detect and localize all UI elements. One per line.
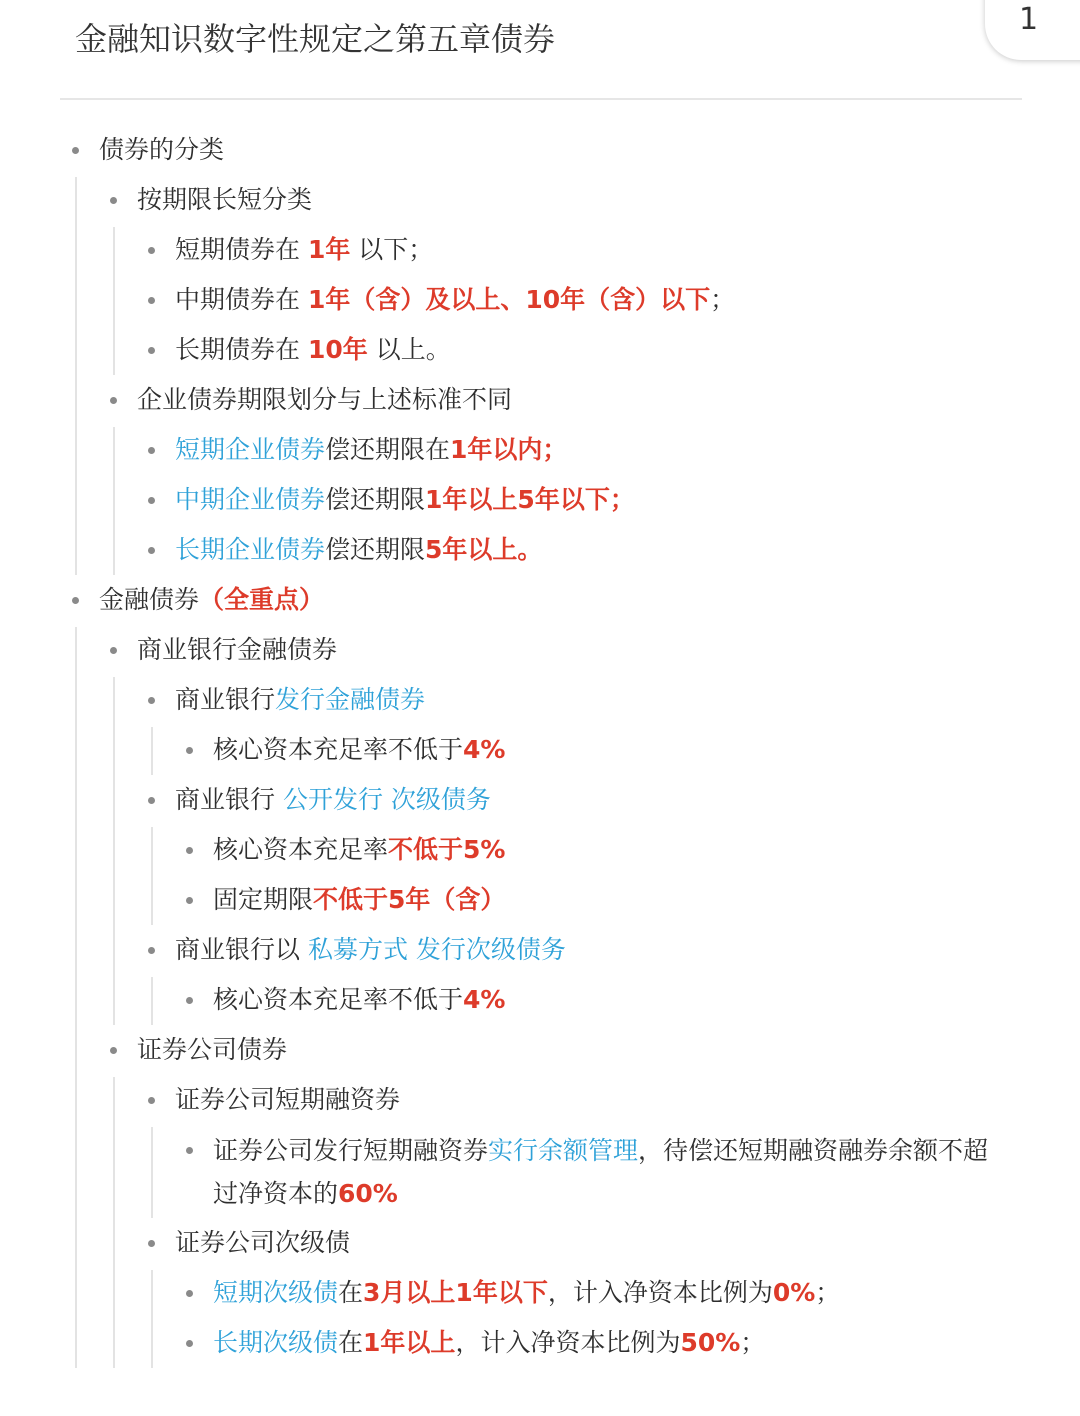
highlight-blue: 中期企业债券: [175, 485, 326, 514]
outline-item-text: [0, 125, 1080, 175]
outline-item: [0, 475, 1080, 525]
text-segment: ，计入净资本比例为: [547, 1278, 773, 1307]
outline-item-text: [0, 1268, 1080, 1318]
text-segment: ，计入净资本比例为: [455, 1328, 681, 1357]
outline-children: [0, 1075, 1080, 1368]
text-segment: 商业银行以: [175, 935, 308, 964]
outline-item-text: [0, 825, 1080, 875]
outline-item-text: [0, 1125, 1008, 1218]
text-segment: 偿还期限在: [325, 435, 451, 464]
outline-item: [0, 625, 1080, 1025]
highlight-blue: 短期次级债: [213, 1278, 339, 1307]
highlight-red: 50%: [680, 1328, 741, 1357]
outline-item-text: [0, 925, 1080, 975]
outline-item-text: [0, 725, 1080, 775]
outline-item: [0, 425, 1080, 475]
title-divider: [60, 98, 1022, 100]
highlight-red: 0%: [772, 1278, 816, 1307]
highlight-red: 4%: [463, 985, 506, 1014]
highlight-red: 3月以上1年以下: [363, 1278, 548, 1307]
outline-children: [0, 175, 1080, 575]
text-segment: 商业银行: [175, 785, 283, 814]
outline-item: [0, 675, 1080, 775]
outline-item-text: [0, 225, 1080, 275]
outline-item: [0, 575, 1080, 1368]
bullet-icon: [186, 1147, 193, 1154]
bullet-icon: [186, 847, 193, 854]
outline-item-text: [0, 325, 1080, 375]
highlight-blue: 实行余额管理: [488, 1136, 639, 1165]
outline-item-text: [0, 875, 1080, 925]
text-segment: 证券公司债券: [137, 1035, 288, 1064]
outline-item-text: [0, 475, 1080, 525]
highlight-blue: 发行金融债券: [275, 685, 426, 714]
text-segment: 固定期限: [213, 885, 314, 914]
bullet-icon: [110, 197, 117, 204]
outline-item-text: [0, 275, 1080, 325]
highlight-red: 不低于5%: [388, 835, 506, 864]
highlight-blue: 公开发行 次级债务: [282, 785, 491, 814]
bullet-icon: [186, 747, 193, 754]
outline-item: [0, 925, 1080, 1025]
outline-item-text: [0, 425, 1080, 475]
highlight-blue: 长期企业债券: [175, 535, 326, 564]
text-segment: 企业债券期限划分与上述标准不同: [137, 385, 513, 414]
outline-item: [0, 1125, 1080, 1218]
bullet-icon: [72, 597, 79, 604]
highlight-red: 5年以上。: [425, 535, 543, 564]
bullet-icon: [186, 1290, 193, 1297]
outline-item: [0, 125, 1080, 575]
outline-item-text: [0, 175, 1080, 225]
outline-item: [0, 875, 1080, 925]
outline-children: [0, 1125, 1080, 1218]
text-segment: 长期债券在: [175, 335, 308, 364]
outline-item-text: [0, 1318, 1080, 1368]
text-segment: ；: [740, 1328, 766, 1357]
outline-item: [0, 325, 1080, 375]
outline-children: [0, 1268, 1080, 1368]
bullet-icon: [110, 1047, 117, 1054]
outline-item: [0, 1218, 1080, 1368]
outline-children: [0, 675, 1080, 1025]
text-segment: 按期限长短分类: [137, 185, 313, 214]
outline-item: [0, 525, 1080, 575]
bullet-icon: [148, 947, 155, 954]
bullet-icon: [148, 1240, 155, 1247]
text-segment: 核心资本充足率: [213, 835, 389, 864]
text-segment: 在: [338, 1328, 364, 1357]
highlight-red: 1年（含）及以上、10年（含）以下: [307, 285, 711, 314]
outline-children: [0, 975, 1080, 1025]
bullet-icon: [72, 147, 79, 154]
text-segment: 债券的分类: [99, 135, 225, 164]
outline-children: [0, 225, 1080, 375]
text-segment: ；: [710, 285, 736, 314]
outline-children: [0, 625, 1080, 1368]
outline-item: [0, 1025, 1080, 1368]
text-segment: 中期债券在: [175, 285, 308, 314]
highlight-red: 1年以上: [363, 1328, 456, 1357]
page-number: 1: [1019, 2, 1039, 37]
highlight-red: 4%: [463, 735, 506, 764]
bullet-icon: [110, 647, 117, 654]
text-segment: 金融债券: [99, 585, 200, 614]
bullet-icon: [148, 447, 155, 454]
outline-item: [0, 1075, 1080, 1218]
highlight-red: 1年以上5年以下；: [425, 485, 635, 514]
outline-item-text: [0, 975, 1080, 1025]
text-segment: 以下；: [350, 235, 434, 264]
outline-item-text: [0, 375, 1080, 425]
bullet-icon: [148, 697, 155, 704]
outline-item-text: [0, 575, 1080, 625]
text-segment: 证券公司次级债: [175, 1228, 351, 1257]
text-segment: 在: [338, 1278, 364, 1307]
outline-item: [0, 225, 1080, 275]
outline-children: [0, 825, 1080, 925]
bullet-icon: [186, 897, 193, 904]
text-segment: 证券公司发行短期融资券: [213, 1136, 489, 1165]
outline-item: [0, 725, 1080, 775]
text-segment: ；: [815, 1278, 841, 1307]
outline-item-text: [0, 625, 1080, 675]
bullet-icon: [148, 797, 155, 804]
outline-children: [0, 425, 1080, 575]
bullet-icon: [186, 997, 193, 1004]
outline-item-text: [0, 1075, 1080, 1125]
text-segment: 偿还期限: [325, 535, 426, 564]
outline-item: [0, 175, 1080, 375]
outline-item: [0, 775, 1080, 925]
outline-list: [0, 125, 1080, 1368]
outline-children: [0, 725, 1080, 775]
highlight-blue: 私募方式 发行次级债务: [307, 935, 566, 964]
bullet-icon: [186, 1340, 193, 1347]
bullet-icon: [148, 497, 155, 504]
bullet-icon: [148, 347, 155, 354]
text-segment: 商业银行: [175, 685, 276, 714]
text-segment: ，待偿还短期融资融券余额不超过净资本的: [213, 1136, 989, 1208]
outline-item-text: [0, 675, 1080, 725]
highlight-blue: 长期次级债: [213, 1328, 339, 1357]
outline-item: [0, 1268, 1080, 1318]
bullet-icon: [110, 397, 117, 404]
bullet-icon: [148, 297, 155, 304]
text-segment: 证券公司短期融资券: [175, 1085, 401, 1114]
outline-item-text: [0, 775, 1080, 825]
outline-item: [0, 975, 1080, 1025]
highlight-red: （全重点）: [199, 585, 325, 614]
bullet-icon: [148, 1097, 155, 1104]
text-segment: 偿还期限: [325, 485, 426, 514]
highlight-blue: 短期企业债券: [175, 435, 326, 464]
page-title: 金融知识数字性规定之第五章债券: [75, 20, 556, 58]
text-segment: 核心资本充足率不低于: [213, 735, 464, 764]
highlight-red: 10年: [307, 335, 368, 364]
bullet-icon: [148, 547, 155, 554]
outline-item: [0, 275, 1080, 325]
text-segment: 短期债券在: [175, 235, 308, 264]
highlight-red: 不低于5年（含）: [313, 885, 506, 914]
highlight-red: 1年以内；: [450, 435, 568, 464]
outline-item-text: [0, 1218, 1080, 1268]
outline-item: [0, 375, 1080, 575]
outline-item: [0, 1318, 1080, 1368]
outline-item: [0, 825, 1080, 875]
highlight-red: 1年: [307, 235, 351, 264]
outline-item-text: [0, 525, 1080, 575]
text-segment: 核心资本充足率不低于: [213, 985, 464, 1014]
outline-item-text: [0, 1025, 1080, 1075]
highlight-red: 60%: [338, 1179, 398, 1208]
text-segment: 以上。: [367, 335, 451, 364]
text-segment: 商业银行金融债券: [137, 635, 338, 664]
bullet-icon: [148, 247, 155, 254]
